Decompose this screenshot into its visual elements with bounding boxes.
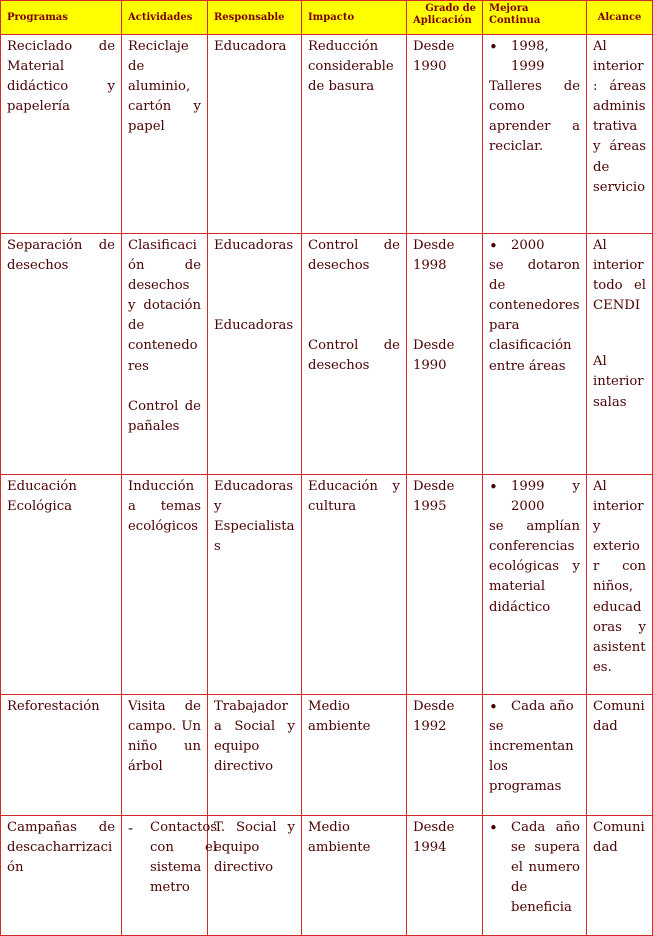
- cell-actividades: Visita de campo. Un niño un árbol: [122, 695, 208, 816]
- table-row: [1, 816, 653, 936]
- bullet-text: 2000: [511, 238, 545, 253]
- cell-responsable: Educadora: [208, 35, 302, 234]
- bullet-text: 1998, 1999: [511, 39, 549, 75]
- table-row: [1, 234, 653, 475]
- cell-grado: Desde 1992: [407, 695, 483, 816]
- cell-grado: Desde 1994: [407, 816, 483, 936]
- header-impacto: Impacto: [302, 1, 407, 35]
- bullet-item: [489, 818, 580, 918]
- bullet-item: [489, 236, 580, 256]
- impacto-b: Control de desechos: [308, 338, 400, 374]
- header-actividades: Actividades: [122, 1, 208, 35]
- cell-impacto: Medio ambiente: [302, 816, 407, 936]
- cell-mejora: [483, 35, 587, 234]
- cell-programa: Reforestación: [1, 695, 122, 816]
- cell-responsable: Trabajadora Social y equipo directivo: [208, 695, 302, 816]
- header-programas: Programas: [1, 1, 122, 35]
- cell-impacto: [302, 234, 407, 475]
- grado-b: Desde 1990: [413, 338, 455, 374]
- responsable-a: Educadoras: [214, 238, 294, 253]
- header-mejora-line2: Continua: [489, 15, 541, 26]
- bullet-item: [489, 477, 580, 517]
- cell-responsable: T. Social y equipo directivo: [208, 816, 302, 936]
- table-row: [1, 35, 653, 234]
- cell-programa: Separación de desechos: [1, 234, 122, 475]
- alcance-b: Al interior salas: [593, 354, 644, 410]
- cell-actividades: Inducción a temas ecológicos: [122, 475, 208, 695]
- bullet-icon: •: [489, 38, 498, 56]
- mejora-text: se incrementan los programas: [489, 719, 574, 795]
- bullet-item: [489, 697, 580, 717]
- bullet-text: 1999 y 2000: [511, 479, 580, 515]
- header-mejora-line1: Mejora: [489, 3, 529, 14]
- mejora-text: se dotaron de contenedores para clasificación entre áreas: [489, 258, 580, 374]
- cell-grado: Desde 1995: [407, 475, 483, 695]
- cell-mejora: [483, 816, 587, 936]
- cell-grado: [407, 234, 483, 475]
- bullet-icon: •: [489, 819, 498, 837]
- cell-actividades: Reciclaje de aluminio, cartón y papel: [122, 35, 208, 234]
- mejora-text: se amplían conferencias ecológicas y material didáctico: [489, 519, 580, 615]
- cell-programa: Reciclado de Material didáctico y papelería: [1, 35, 122, 234]
- bullet-icon: •: [489, 478, 498, 496]
- header-grado-line2: Aplicación: [413, 15, 472, 26]
- bullet-text: Cada año se supera el numero de beneficia: [511, 820, 580, 916]
- alcance-a: Al interior todo el CENDI: [593, 238, 646, 314]
- cell-grado: Desde 1990: [407, 35, 483, 234]
- cell-responsable: Educadoras y Especialistas: [208, 475, 302, 695]
- header-grado: [407, 1, 483, 35]
- cell-impacto: Reducción considerable de basura: [302, 35, 407, 234]
- bullet-text: Cada año: [511, 699, 574, 714]
- impacto-a: Control de desechos: [308, 238, 400, 274]
- dash-icon: -: [128, 819, 134, 837]
- bullet-item: [489, 37, 580, 77]
- table-row: [1, 695, 653, 816]
- header-alcance: Alcance: [587, 1, 653, 35]
- actividad-b: Control de pañales: [128, 398, 201, 434]
- cell-mejora: [483, 695, 587, 816]
- cell-programa: Educación Ecológica: [1, 475, 122, 695]
- header-grado-line1: Grado de: [425, 3, 476, 14]
- cell-programa: Campañas de descacharrización: [1, 816, 122, 936]
- cell-impacto: Educación y cultura: [302, 475, 407, 695]
- cell-actividades: [122, 234, 208, 475]
- actividad-a: Clasificación de desechos y dotación de contenedores: [128, 238, 201, 374]
- table-row: [1, 475, 653, 695]
- bullet-icon: •: [489, 237, 498, 255]
- dash-item: [128, 818, 218, 898]
- cell-mejora: [483, 234, 587, 475]
- cell-actividades: [122, 816, 218, 936]
- bullet-icon: •: [489, 698, 498, 716]
- grado-a: Desde 1998: [413, 238, 455, 274]
- header-row: [1, 1, 653, 35]
- cell-mejora: [483, 475, 587, 695]
- cell-alcance: [587, 234, 653, 475]
- cell-alcance: Comunidad: [587, 816, 653, 936]
- actividad-text: Contactos con el sistema metro: [150, 820, 218, 896]
- responsable-b: Educadoras: [214, 318, 294, 334]
- cell-impacto: Medio ambiente: [302, 695, 407, 816]
- mejora-text: Talleres de como aprender a reciclar.: [489, 79, 580, 155]
- header-mejora: [483, 1, 587, 35]
- cell-responsable: [208, 234, 302, 475]
- cell-alcance: Al interior: áreas administrativa y áreas de servicio: [587, 35, 653, 234]
- cell-alcance: Al interior y exterior con niños, educadoras y asistentes.: [587, 475, 653, 695]
- cell-alcance: Comunidad: [587, 695, 653, 816]
- header-responsable: Responsable: [208, 1, 302, 35]
